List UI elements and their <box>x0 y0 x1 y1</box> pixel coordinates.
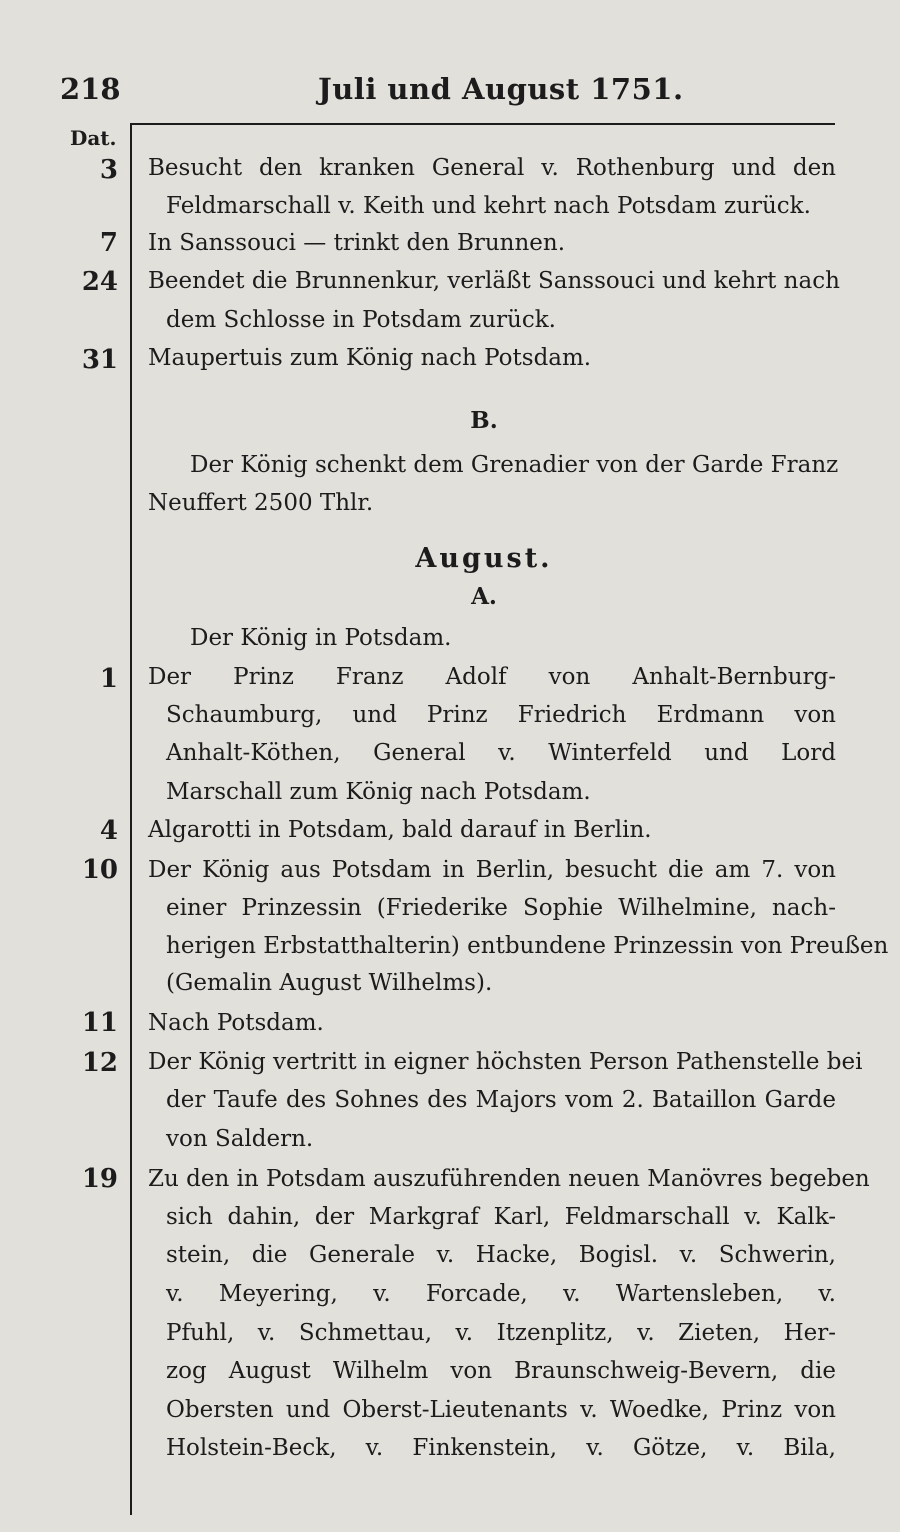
text-line: Besucht den kranken General v. Rothenburg und den <box>148 155 836 181</box>
date-marker: 4 <box>99 816 118 846</box>
text-line: von Saldern. <box>166 1126 314 1152</box>
date-marker: 12 <box>81 1048 118 1078</box>
text-line: In Sanssouci — trinkt den Brunnen. <box>148 230 566 256</box>
date-marker: 11 <box>81 1008 118 1038</box>
text-line: dem Schlosse in Potsdam zurück. <box>166 307 556 333</box>
text-line: Der König aus Potsdam in Berlin, besucht die am 7. von <box>148 857 836 883</box>
text-line: Zu den in Potsdam auszuführenden neuen Manövres begeben <box>148 1166 870 1192</box>
text-line: Der König schenkt dem Grenadier von der Garde Franz <box>190 452 839 478</box>
text-line: Der Prinz Franz Adolf von Anhalt-Bernburg- <box>148 664 836 690</box>
text-line: stein, die Generale v. Hacke, Bogisl. v. Schwerin, <box>166 1242 836 1268</box>
text-line: Der König vertritt in eigner höchsten Person Pathenstelle bei <box>148 1049 863 1075</box>
text-line: sich dahin, der Markgraf Karl, Feldmarschall v. Kalk- <box>166 1204 836 1230</box>
text-line: Beendet die Brunnenkur, verläßt Sanssouci und kehrt nach <box>148 268 840 294</box>
text-line: Nach Potsdam. <box>148 1010 324 1036</box>
month-heading: August. <box>415 543 553 574</box>
text-line: Marschall zum König nach Potsdam. <box>166 779 591 805</box>
page-header <box>60 72 840 112</box>
text-line: Der König in Potsdam. <box>190 625 452 651</box>
date-marker: 3 <box>99 155 118 185</box>
text-line: (Gemalin August Wilhelms). <box>166 970 493 996</box>
text-line: Neuffert 2500 Thlr. <box>148 490 374 516</box>
text-line: Schaumburg, und Prinz Friedrich Erdmann von <box>166 702 836 728</box>
text-line: Holstein-Beck, v. Finkenstein, v. Götze, v. Bila, <box>166 1435 836 1461</box>
date-marker: 10 <box>81 855 118 885</box>
section-heading: A. <box>471 583 497 610</box>
section-heading: B. <box>470 407 498 434</box>
text-line: Pfuhl, v. Schmettau, v. Itzenplitz, v. Zieten, Her- <box>166 1320 836 1346</box>
text-line: zog August Wilhelm von Braunschweig-Bevern, die <box>166 1358 836 1384</box>
running-title: Juli und August 1751. <box>318 72 684 106</box>
header-rule <box>130 123 835 125</box>
text-line: Obersten und Oberst-Lieutenants v. Woedke, Prinz von <box>166 1397 836 1423</box>
text-line: v. Meyering, v. Forcade, v. Wartensleben, v. <box>166 1281 836 1307</box>
text-line: Maupertuis zum König nach Potsdam. <box>148 345 592 371</box>
text-line: Anhalt-Köthen, General v. Winterfeld und Lord <box>166 740 836 766</box>
date-column-rule <box>130 123 132 1515</box>
text-line: Algarotti in Potsdam, bald darauf in Berlin. <box>148 817 652 843</box>
date-marker: 24 <box>81 267 118 297</box>
text-line: herigen Erbstatthalterin) entbundene Prinzessin von Preußen <box>166 933 889 959</box>
text-line: Feldmarschall v. Keith und kehrt nach Potsdam zurück. <box>166 193 811 219</box>
text-line: einer Prinzessin (Friederike Sophie Wilhelmine, nach- <box>166 895 836 921</box>
date-marker: 19 <box>81 1164 118 1194</box>
date-marker: 1 <box>99 664 118 694</box>
text-line: der Taufe des Sohnes des Majors vom 2. Bataillon Garde <box>166 1087 836 1113</box>
date-column-heading: Dat. <box>70 126 117 150</box>
page-number: 218 <box>60 72 121 106</box>
date-marker: 31 <box>81 345 118 375</box>
date-marker: 7 <box>99 228 118 258</box>
